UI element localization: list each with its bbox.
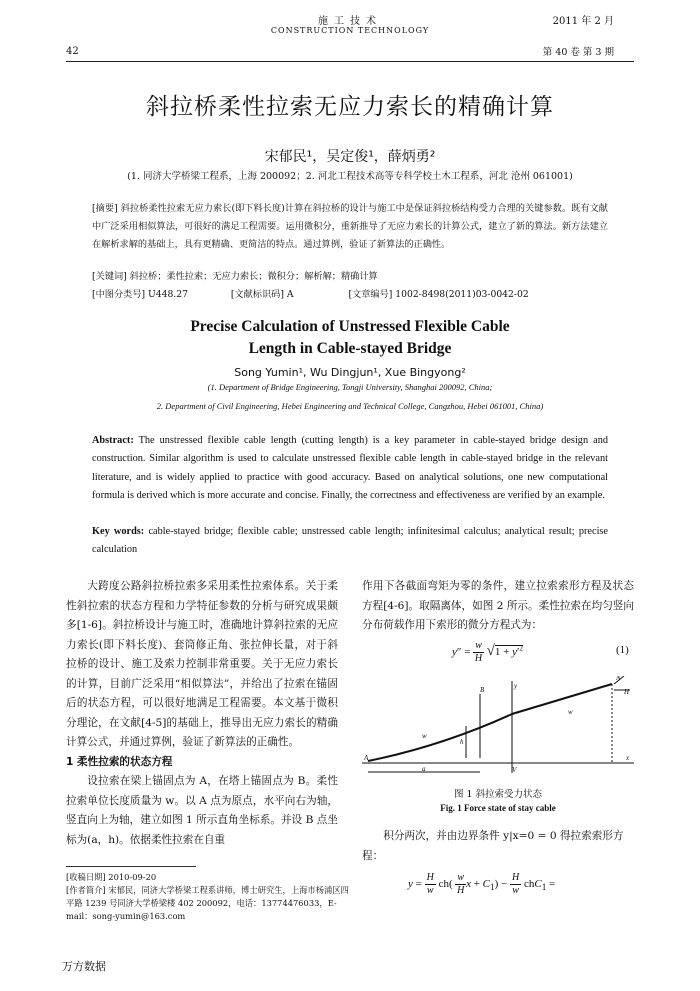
page-number: 42 <box>66 46 79 57</box>
affiliation-en-1: (1. Department of Bridge Engineering, Tongji University, Shanghai 200092, China; <box>207 382 493 392</box>
stay-cable-force-diagram <box>362 676 634 776</box>
abstract-en <box>92 432 608 505</box>
footnote-rule <box>66 866 196 867</box>
body-left-column <box>66 577 338 850</box>
abstract-en-label: Abstract: <box>92 435 134 446</box>
cable-curve <box>368 684 612 761</box>
figure-caption-en: Fig. 1 Force state of stay cable <box>440 803 556 813</box>
svg-text:A: A <box>364 754 369 762</box>
article-number: [文章编号] 1002-8498(2011)03-0042-02 <box>348 289 529 300</box>
keywords-en <box>92 523 608 560</box>
svg-text:h: h <box>460 738 464 746</box>
svg-text:w: w <box>568 708 573 716</box>
title-en-line1: Precise Calculation of Unstressed Flexible Cable <box>190 318 510 335</box>
header-rule <box>66 61 634 62</box>
volume-issue: 第 40 卷 第 3 期 <box>542 47 614 58</box>
affiliations-cn: (1. 同济大学桥梁工程系，上海 200092；2. 河北工程技术高等专科学校土木工程系，河北 沧州 061001) <box>127 171 573 182</box>
keywords-cn: [关键词] 斜拉桥；柔性拉索；无应力索长；微积分；解析解；精确计算 <box>92 271 378 282</box>
equation-1-number: (1) <box>616 644 629 656</box>
watermark: 万方数据 <box>62 960 106 973</box>
clc-number: [中图分类号] U448.27 <box>92 289 188 300</box>
authors-en: Song Yumin¹, Wu Dingjun¹, Xue Bingyong² <box>234 366 466 379</box>
equation-1: y″ = $\frac{w}{H}$ $√1 + y'^2$ <box>452 640 523 664</box>
svg-text:H: H <box>624 688 630 696</box>
keywords-en-label: Key words: <box>92 526 145 537</box>
svg-text:B: B <box>480 686 485 694</box>
journal-name-cn: 施工技术 <box>318 16 382 27</box>
title-en-line2: Length in Cable-stayed Bridge <box>248 340 452 357</box>
abstract-cn: [摘要] 斜拉桥柔性拉索无应力索长(即下料长度)计算在斜拉桥的设计与施工中是保证斜拉桥结构受力合理的关键参数。既有文献中广泛采用相似算法，可很好的满足工程需要。运用微积分，重新推导了无应力索长的计算公式，建立了新的算法。新方法建立在解析求解的基础上，具有更精确、更简洁的特点。通过算例，验证了新算法的正确性。 <box>92 203 608 250</box>
svg-text:V: V <box>512 766 517 774</box>
doc-code: [文献标识码] A <box>230 289 294 300</box>
affiliation-en-2: 2. Department of Civil Engineering, Hebei Engineering and Technical College, Cangzhou, Hebei 061001, China) <box>156 401 544 411</box>
equation-2: y = $\frac{H}{w}$ ch( $\frac{w}{H}$ $x + C_1$) − $\frac{H}{w}$ chC$_1$ = <box>408 872 556 896</box>
svg-text:a: a <box>422 765 426 773</box>
svg-text:x: x <box>626 754 630 762</box>
figure-caption-cn: 图 1 斜拉索受力状态 <box>453 789 543 800</box>
section-paragraph: 设拉索在梁上锚固点为 A，在塔上锚固点为 B。柔性拉索单位长度质量为 w。以 A 点为原点，水平向右为轴，竖直向上为轴，建立如图 1 所示直角坐标系。并设 B 点坐标为(a，h)。依据柔性拉索在自重 <box>66 775 338 846</box>
right-paragraph-2: 积分两次，并由边界条件 y|x=0 = 0 得拉索索形方程： <box>362 830 624 862</box>
authors-cn: 宋郁民¹，吴定俊¹，薛炳勇² <box>264 149 436 165</box>
journal-name-en: CONSTRUCTION TECHNOLOGY <box>270 26 430 35</box>
svg-text:y: y <box>514 682 518 690</box>
section-heading: 1 柔性拉索的状态方程 <box>66 755 173 768</box>
abstract-en-text: The unstressed flexible cable length (cutting length) is a key parameter in cable-stayed bridge design and construction. Similar algorithm is used to calculate unstressed flexible cable length in cable-stayed bridge in the relevant literature, and is widely applied to practice with good accuracy. Based on analytical solutions, one new computational formula is derived which is more accurate and concise. Finally, the correctness and effectiveness are verified by an example. <box>92 435 608 501</box>
received-date: [收稿日期] 2010-09-20 <box>66 872 157 882</box>
svg-text:w: w <box>422 732 427 740</box>
right-paragraph-1: 作用下各截面弯矩为零的条件，建立拉索索形方程及状态方程[4-6]。取隔离体，如图 2 所示。柔性拉索在均匀竖向分布荷载作用下索形的微分方程式为： <box>362 580 634 631</box>
svg-text:N: N <box>616 676 621 682</box>
body-right-column <box>362 577 634 636</box>
title-cn: 斜拉桥柔性拉索无应力索长的精确计算 <box>146 94 554 120</box>
issue-date: 2011 年 2 月 <box>552 16 614 27</box>
intro-paragraph: 大跨度公路斜拉桥拉索多采用柔性拉索体系。关于柔性斜拉索的状态方程和力学特征参数的分析与研究成果颇多[1-6]。斜拉桥设计与施工时，准确地计算斜拉索的无应力索长(即下料长度)、套筒修正角、张拉伸长量，对于斜拉桥的设计、施工及索力控制非常重要。关于无应力索长的计算，目前广泛采用“相似算法”，并给出了拉索在锚固后的状态方程，可以很好地满足工程需要。本文基于微积分理论，在文献[4-5]的基础上，推导出无应力索长的精确计算公式，并通过算例，验证了新算法的正确性。 <box>66 580 338 748</box>
classification-cn <box>92 286 608 304</box>
author-bio: [作者简介] 宋郁民，同济大学桥梁工程系讲师，博士研究生，上海市杨浦区四平路 1239 号同济大学桥梁楼 402 200092，电话：13774476033，E-mail：song-yumin@163.com <box>66 885 349 921</box>
keywords-en-text: cable-stayed bridge; flexible cable; unstressed cable length; infinitesimal calculus; analytical result; precise calculation <box>92 526 609 556</box>
